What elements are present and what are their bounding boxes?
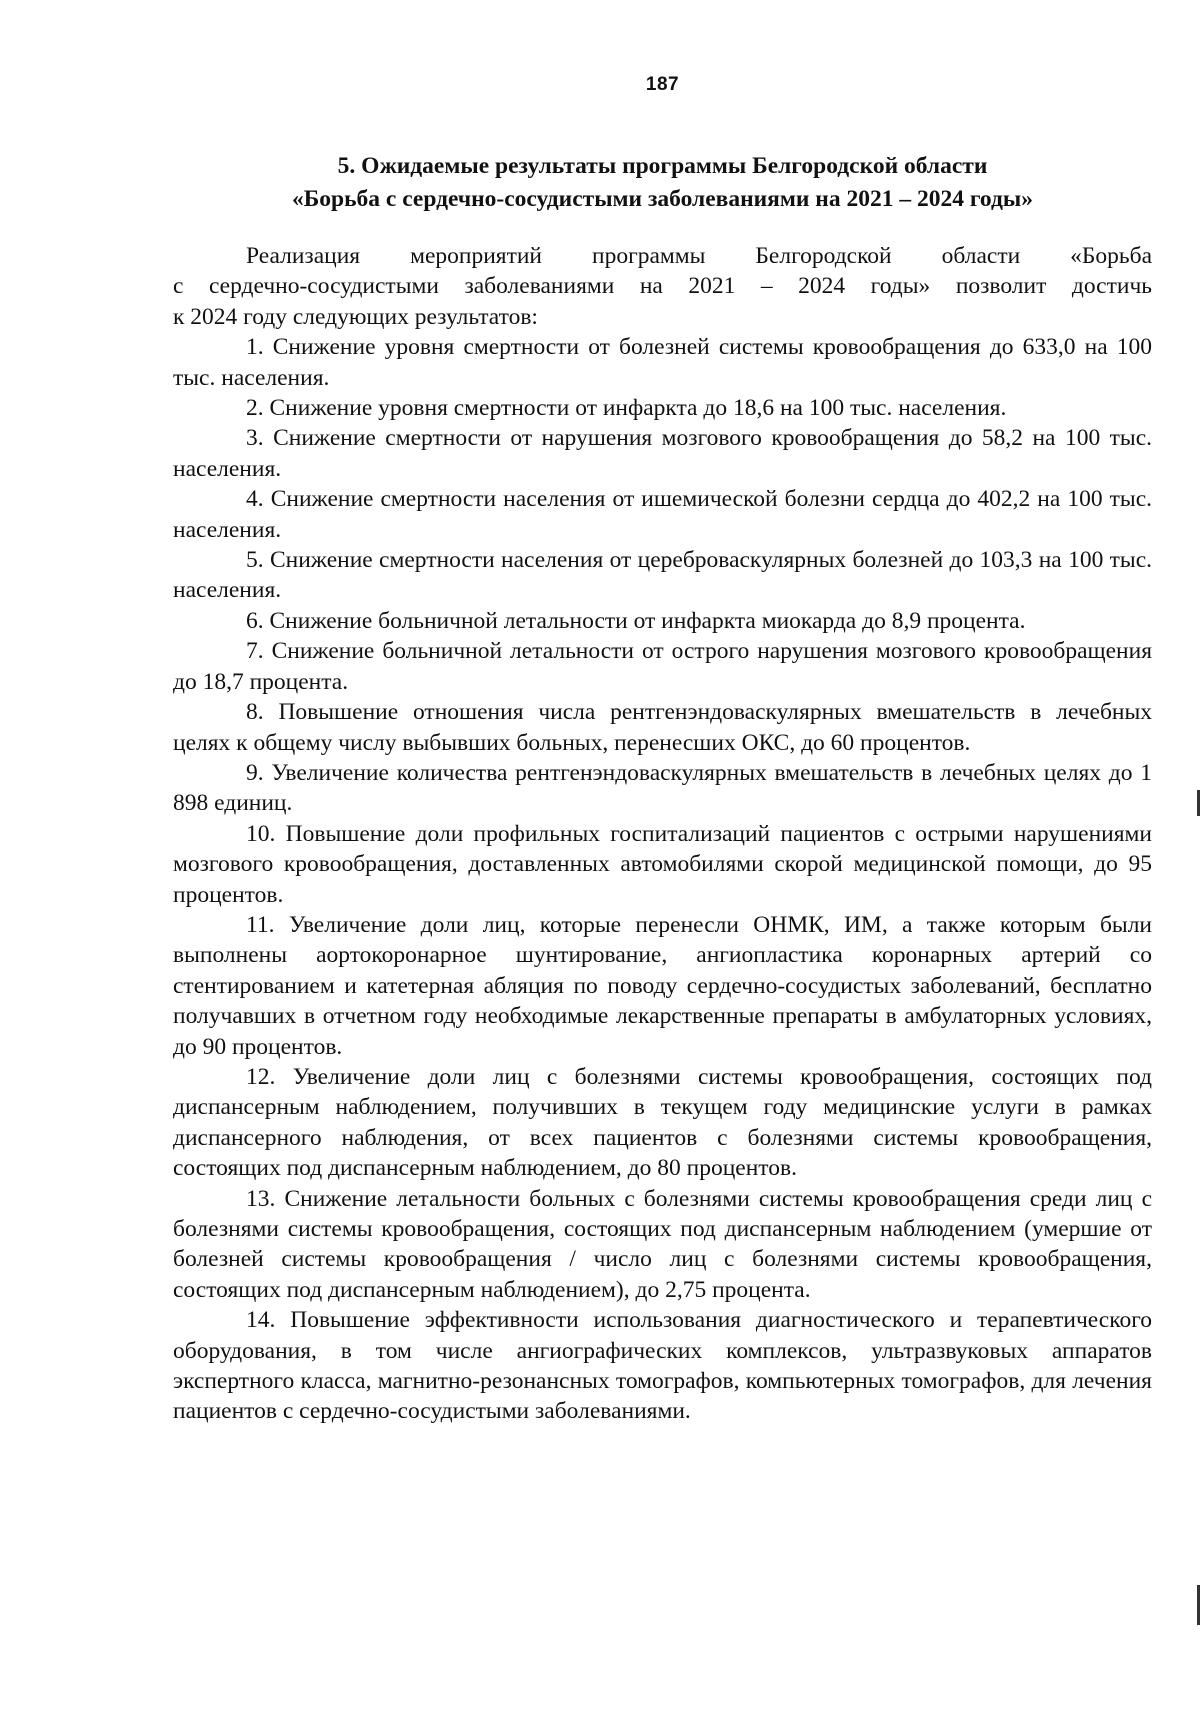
result-item-continuation: диспансерным наблюдением, получивших в текущем году медицинские услуги в рамках диспансерного наблюдения, от всех пациентов с болезнями системы кровообращения, состоящих под диспансерным наблюдением, до 80 процентов. xyxy=(173,1094,1152,1182)
result-item-number: 7. xyxy=(246,638,264,665)
intro-line-3: к 2024 году следующих результатов: xyxy=(173,303,538,330)
result-item xyxy=(173,1062,1152,1184)
result-item-continuation: были выполнены аортокоронарное шунтирование, ангиопластика коронарных артерий со стентированием и катетерная абляция по поводу сердечно-сосудистых заболеваний, бесплатно получавших в отчетном году необходимые лекарственные препараты в амбулаторных условиях, до 90 процентов. xyxy=(173,911,1153,1060)
result-item-number: 11. xyxy=(246,911,275,938)
result-item-text: Снижение уровня смертности от болезней системы кровообращения xyxy=(272,334,981,361)
result-item-continuation: в лечебных целях до 1 898 единиц. xyxy=(173,759,1153,817)
result-item-number: 5. xyxy=(246,547,264,574)
result-item-continuation: до 103,3 на 100 тыс. населения. xyxy=(173,547,1153,604)
result-item xyxy=(173,758,1152,819)
result-item-number: 8. xyxy=(246,699,264,726)
result-item-number: 6. xyxy=(246,607,264,634)
result-item xyxy=(173,636,1152,697)
result-item-text: Снижение больничной летальности от острого нарушения мозгового xyxy=(271,638,977,665)
result-item xyxy=(173,606,1152,636)
result-item-text: Снижение смертности населения от цереброваскулярных болезней xyxy=(269,547,944,574)
result-item-continuation: до 8,9 процента. xyxy=(862,607,1026,634)
result-item-number: 10. xyxy=(246,820,276,847)
result-item xyxy=(173,393,1152,423)
result-item-text: Снижение уровня смертности от инфаркта до 18,6 на 100 тыс. населения. xyxy=(269,395,1007,422)
page-number: 187 xyxy=(645,74,680,95)
result-item xyxy=(173,332,1152,393)
result-item xyxy=(173,423,1152,484)
result-item xyxy=(173,819,1152,910)
result-item-text: Снижение больничной летальности от инфаркта миокарда xyxy=(269,607,857,634)
section-title-line-1: 5. Ожидаемые результаты программы Белгородской области xyxy=(337,153,988,179)
result-item-number: 1. xyxy=(246,334,264,361)
intro-line-1: Реализация мероприятий программы Белгородской области «Борьба xyxy=(246,243,1153,269)
result-item-text: Увеличение количества рентгенэндоваскулярных вмешательств xyxy=(271,759,914,786)
result-item-number: 2. xyxy=(246,395,264,422)
results-list xyxy=(173,332,1152,1427)
result-item-continuation: до 58,2 на 100 тыс. населения. xyxy=(173,425,1153,482)
result-item-continuation: нарушениями мозгового кровообращения, доставленных автомобилями скорой медицинской помощи, до 95 процентов. xyxy=(173,820,1152,908)
result-item-number: 14. xyxy=(246,1307,276,1334)
result-item-continuation: и терапевтического оборудования, в том числе ангиографических комплексов, ультразвуковых аппаратов экспертного класса, магнитно-резонансных томографов, компьютерных томографов, для лечения пациентов с сердечно-сосудистыми заболеваниями. xyxy=(173,1307,1153,1425)
result-item-text: Снижение смертности населения от ишемической болезни сердца xyxy=(270,486,940,513)
result-item-text: Увеличение доли лиц с болезнями системы кровообращения, состоящих под xyxy=(292,1063,1153,1090)
result-item xyxy=(173,1305,1152,1427)
result-item-continuation: среди лиц с болезнями системы кровообращения, состоящих под диспансерным наблюдением (умершие от болезней системы кровообращения / число лиц с болезнями системы кровообращения, состоящих под диспансерным наблюдением), до 2,75 процента. xyxy=(173,1185,1152,1303)
section-title-line-2: «Борьба с сердечно-сосудистыми заболеваниями на 2021 – 2024 годы» xyxy=(292,186,1033,212)
result-item-text: Повышение доли профильных госпитализаций пациентов с острыми xyxy=(285,820,1004,847)
result-item-text: Повышение отношения числа рентгенэндоваскулярных вмешательств xyxy=(278,699,1016,726)
result-item-text: Снижение летальности больных с болезнями системы кровообращения xyxy=(284,1185,1021,1212)
result-item-continuation: в лечебных целях к общему числу выбывших больных, перенесших ОКС, до 60 процентов. xyxy=(173,699,1153,756)
result-item-number: 4. xyxy=(246,486,264,513)
result-item xyxy=(173,484,1152,545)
result-item-number: 9. xyxy=(246,759,264,786)
result-item-continuation: до 633,0 на 100 тыс. населения. xyxy=(173,334,1152,391)
result-item-text: Снижение смертности от нарушения мозгового кровообращения xyxy=(273,425,940,452)
result-item-continuation: до 402,2 на 100 тыс. населения. xyxy=(173,486,1153,543)
result-item xyxy=(173,697,1152,758)
result-item-number: 12. xyxy=(246,1063,276,1090)
intro-line-2: с сердечно-сосудистыми заболеваниями на 2021 – 2024 годы» позволит достичь xyxy=(173,273,1152,300)
result-item xyxy=(173,1184,1152,1306)
document-body xyxy=(173,241,1152,1427)
result-item-number: 13. xyxy=(246,1185,276,1212)
result-item-continuation: кровообращения до 18,7 процента. xyxy=(173,638,1153,695)
result-item xyxy=(173,910,1152,1062)
result-item xyxy=(173,545,1152,606)
intro-paragraph xyxy=(173,241,1152,332)
result-item-text: Повышение эффективности использования диагностического xyxy=(290,1307,935,1334)
result-item-number: 3. xyxy=(246,425,264,452)
result-item-text: Увеличение доли лиц, которые перенесли ОНМК, ИМ, а также которым xyxy=(288,911,1086,938)
section-title xyxy=(173,150,1152,216)
